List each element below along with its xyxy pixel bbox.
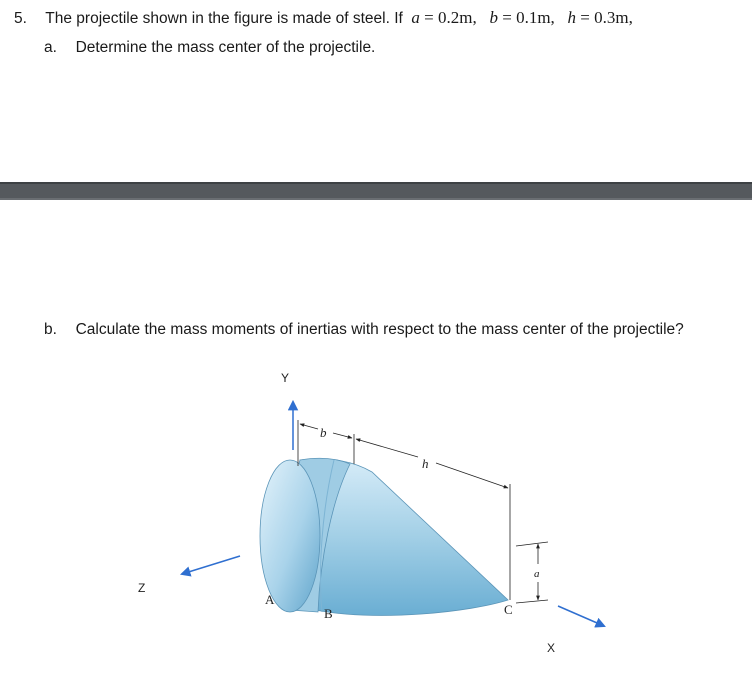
point-a-label: A: [265, 592, 275, 607]
axis-x-label: X: [547, 641, 556, 655]
question-number: 5.: [14, 10, 27, 27]
projectile-body: [260, 458, 508, 615]
param-b: b = 0.1m,: [489, 8, 555, 27]
axis-x: [547, 606, 604, 655]
part-b-text: Calculate the mass moments of inertias with respect to the mass center of the projectile?: [75, 321, 684, 338]
dimension-h-label: h: [422, 456, 429, 471]
dimension-a-label: a: [534, 568, 540, 580]
base-face: [260, 460, 320, 612]
section-divider: [0, 182, 752, 200]
part-a: [44, 38, 375, 58]
dimension-b-label: b: [320, 425, 327, 440]
axis-y-label: Y: [281, 371, 290, 385]
projectile-figure: [0, 360, 752, 688]
param-a: a = 0.2m,: [411, 8, 477, 27]
question-text: The projectile shown in the figure is made of steel. If: [45, 10, 403, 27]
axis-z-label: Z: [138, 581, 146, 595]
axis-y: [281, 371, 293, 450]
part-b-label: b.: [44, 321, 57, 338]
param-h: h = 0.3m,: [567, 8, 633, 27]
part-a-label: a.: [44, 39, 57, 56]
point-b-label: B: [324, 606, 333, 621]
part-b: [44, 320, 684, 340]
question-line: [14, 8, 633, 29]
point-c-label: C: [504, 602, 513, 617]
axis-z: [138, 556, 240, 595]
dimension-a: [516, 542, 548, 603]
part-a-text: Determine the mass center of the projectile.: [75, 39, 376, 56]
